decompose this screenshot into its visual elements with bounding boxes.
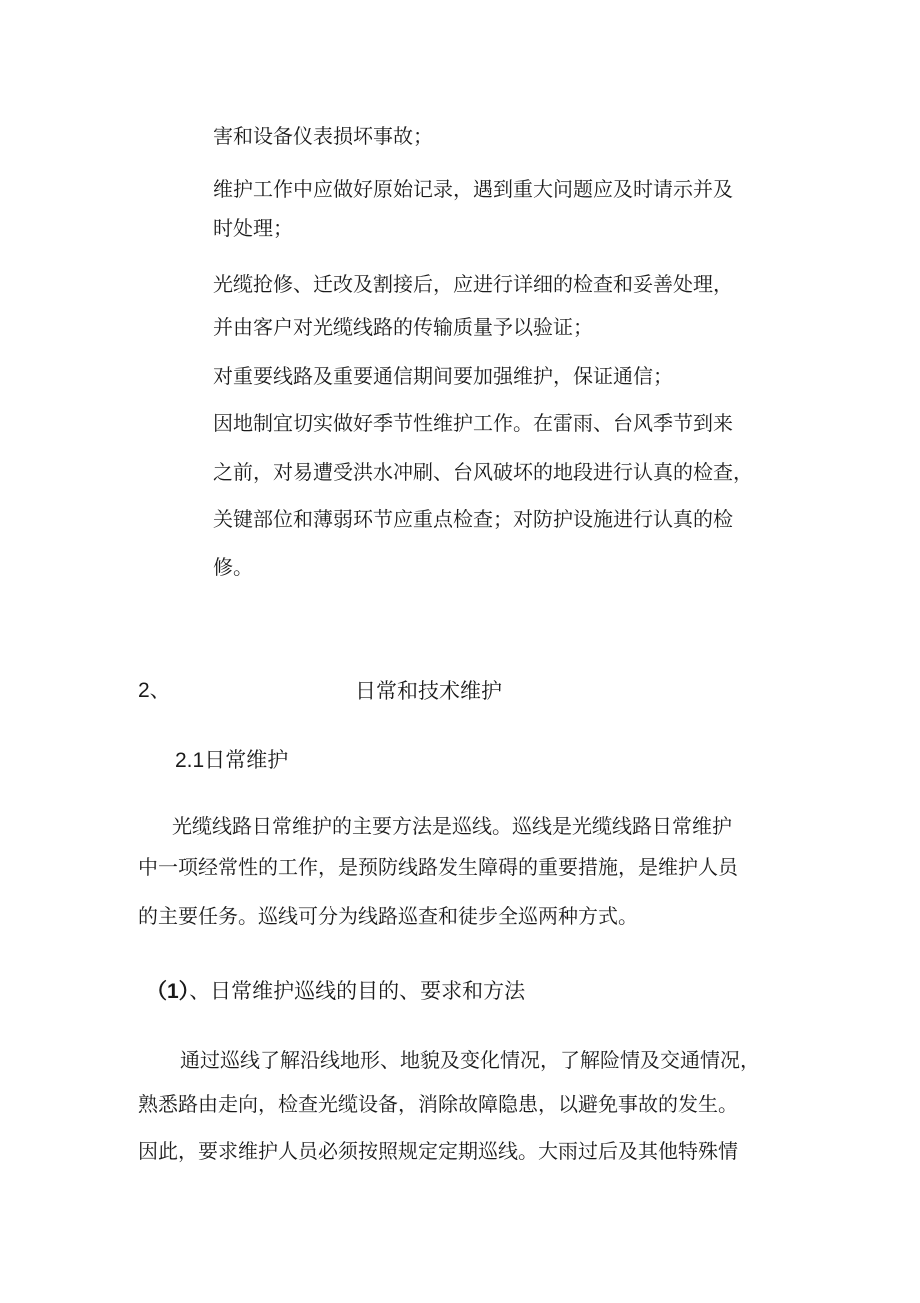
subheading-title: 、日常维护巡线的目的、要求和方法 <box>189 979 526 1003</box>
list-item-text: 光缆抢修、迁改及割接后，应进行详细的检查和妥善处理， <box>213 272 733 296</box>
paragraph-line: 因此，要求维护人员必须按照规定定期巡线。大雨过后及其他特殊情 <box>138 1139 738 1163</box>
list-item-text: 维护工作中应做好原始记录，遇到重大问题应及时请示并及 <box>213 177 733 201</box>
list-item-text: 因地制宜切实做好季节性维护工作。在雷雨、台风季节到来 <box>213 411 733 435</box>
list-item-text: 对重要线路及重要通信期间要加强维护，保证通信； <box>213 364 673 388</box>
paragraph-line: 光缆线路日常维护的主要方法是巡线。巡线是光缆线路日常维护 <box>172 814 732 838</box>
section-number: 2、 <box>138 679 171 702</box>
paragraph-line: 的主要任务。巡线可分为线路巡查和徒步全巡两种方式。 <box>138 904 638 928</box>
paragraph-line: 中一项经常性的工作，是预防线路发生障碍的重要措施，是维护人员 <box>138 855 738 879</box>
paragraph-line: 通过巡线了解沿线地形、地貌及变化情况，了解险情及交通情况， <box>180 1048 760 1072</box>
subsection-title: 日常维护 <box>204 748 289 772</box>
subheading <box>146 977 525 1006</box>
subsection-heading <box>175 746 288 775</box>
list-item-text: 害和设备仪表损坏事故； <box>213 124 433 148</box>
subsection-number: 2.1 <box>175 749 205 772</box>
list-item-text: 时处理； <box>213 216 293 240</box>
list-item-text: 并由客户对光缆线路的传输质量予以验证； <box>213 315 593 339</box>
section-title: 日常和技术维护 <box>355 679 502 703</box>
subheading-number: （1） <box>146 980 190 1003</box>
paragraph-line: 熟悉路由走向，检查光缆设备，消除故障隐患，以避免事故的发生。 <box>138 1092 738 1116</box>
list-item-text: 修。 <box>213 555 253 579</box>
list-item-text: 之前，对易遭受洪水冲刷、台风破坏的地段进行认真的检查， <box>213 460 753 484</box>
list-item-text: 关键部位和薄弱环节应重点检查；对防护设施进行认真的检 <box>213 507 733 531</box>
